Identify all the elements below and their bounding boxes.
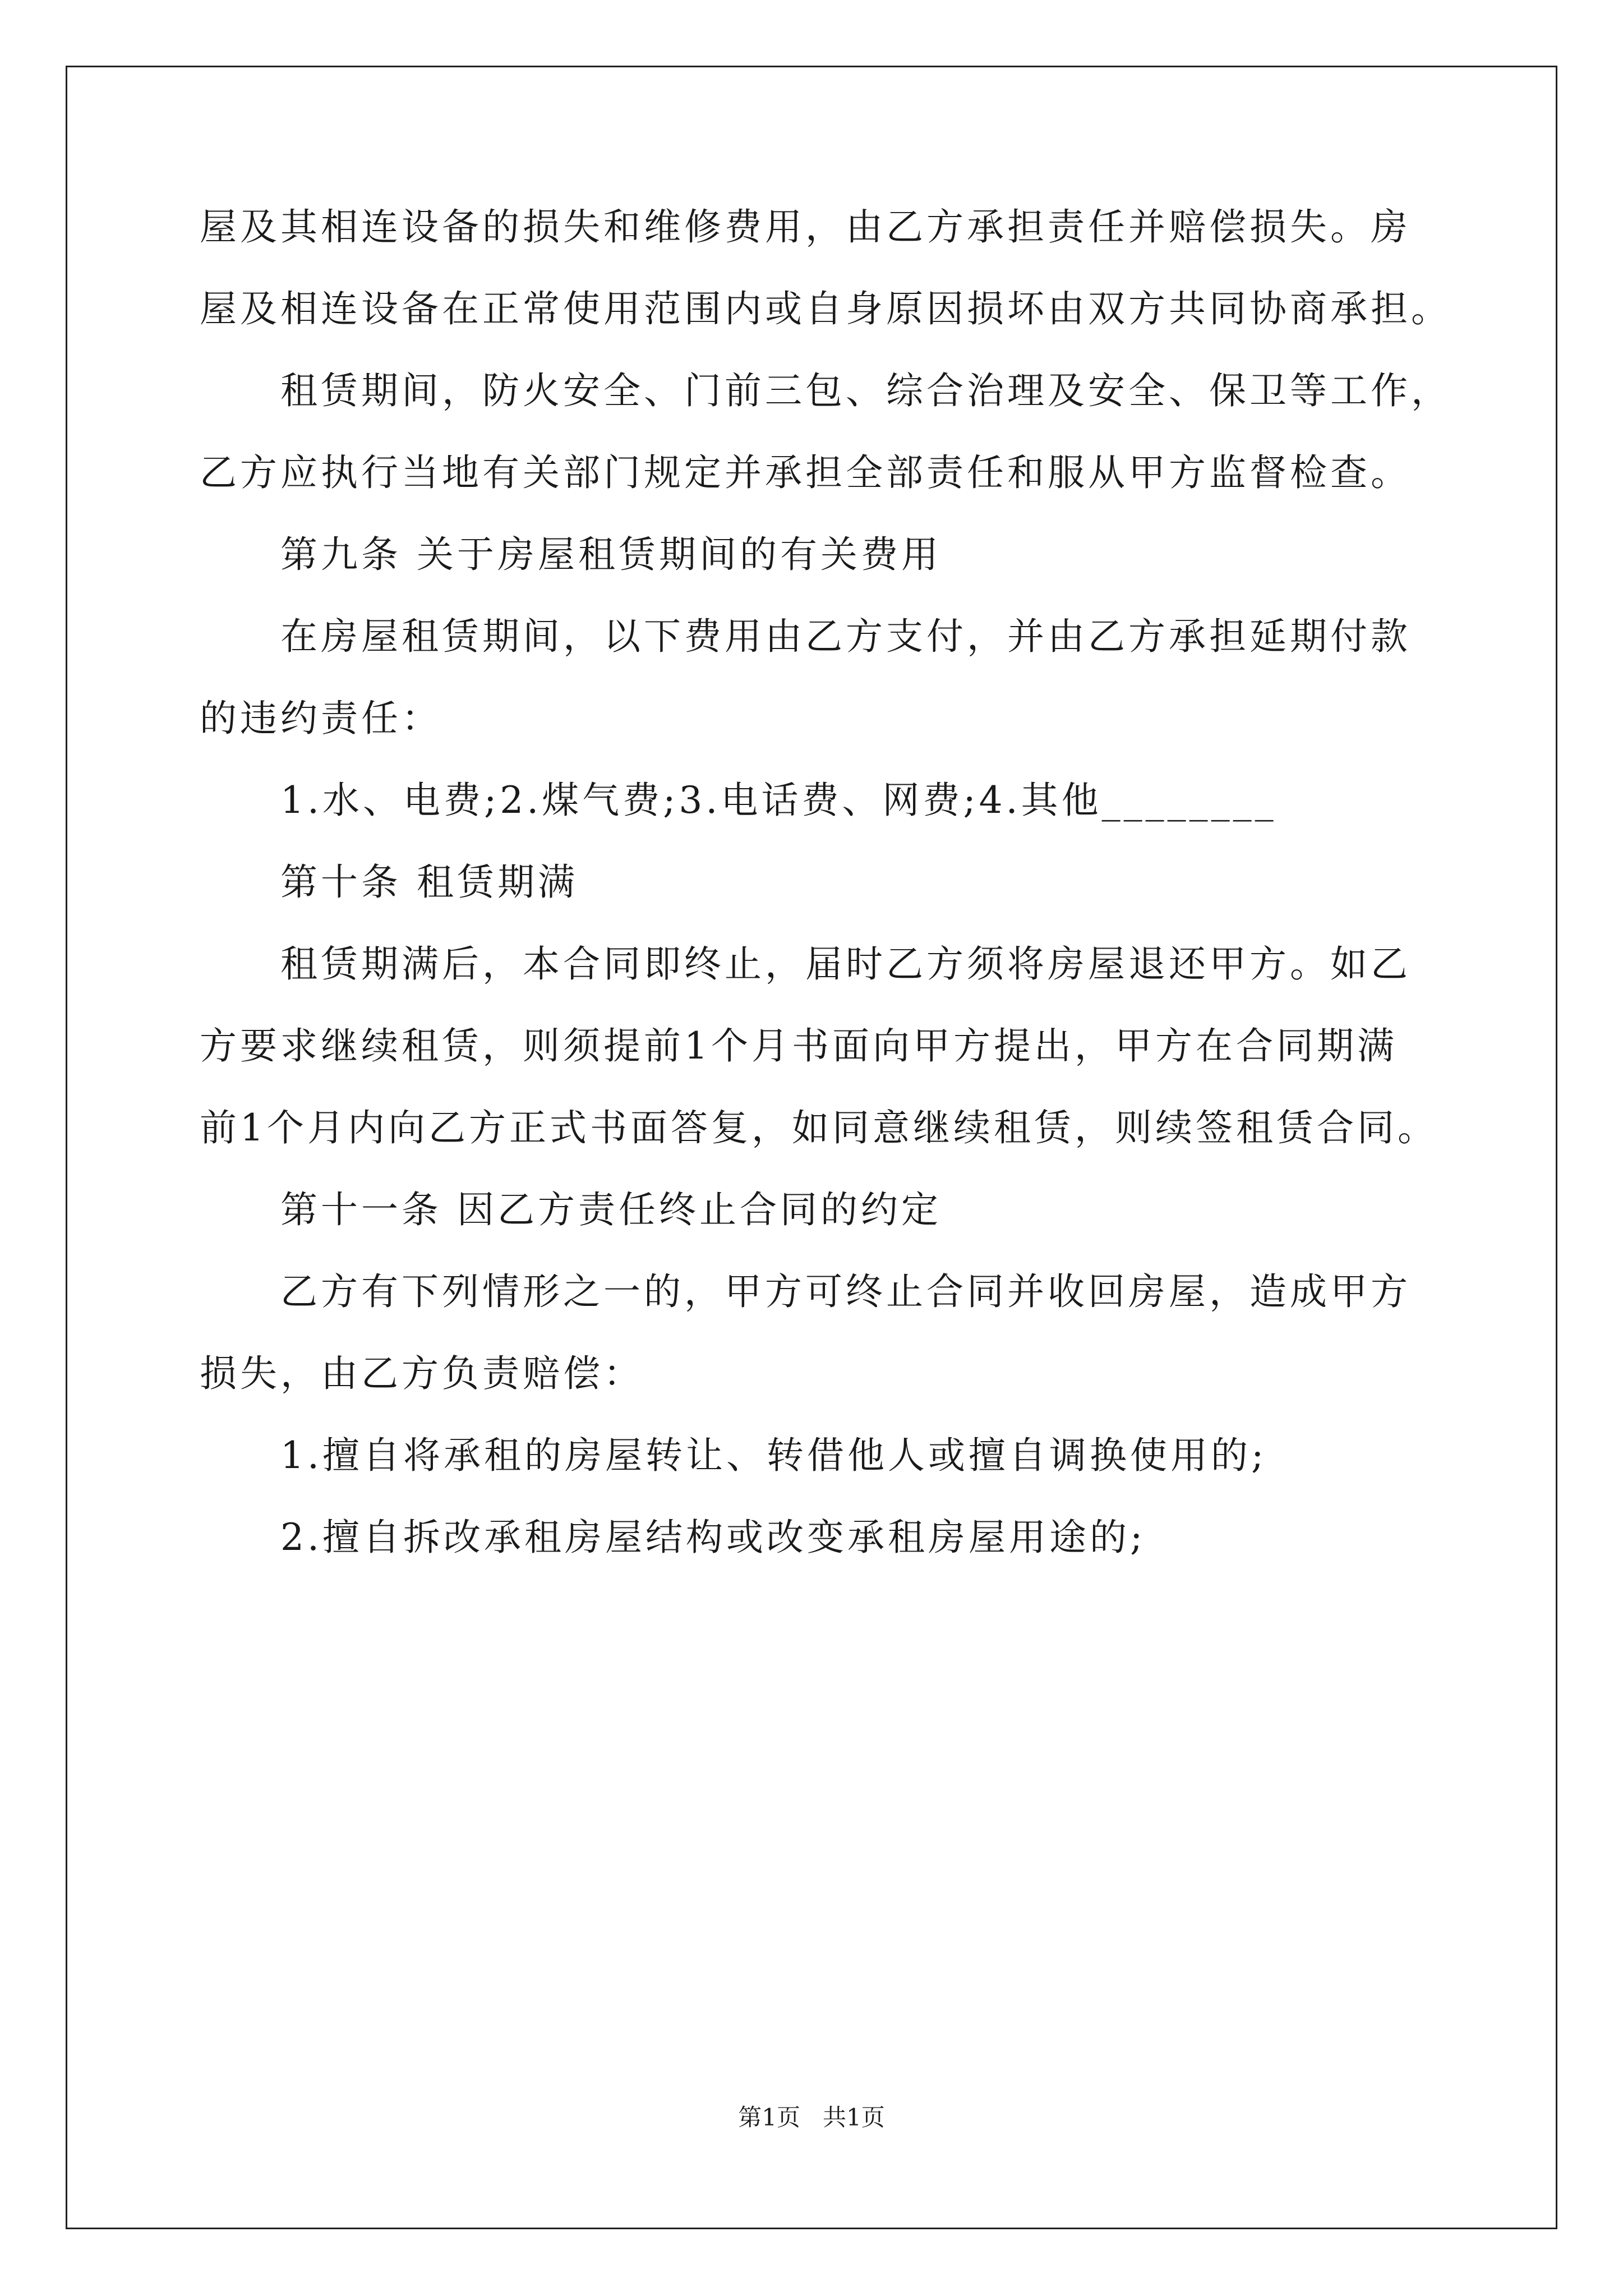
text-line: 租赁期满后，本合同即终止，届时乙方须将房屋退还甲方。如乙: [280, 942, 1411, 986]
text-line: 在房屋租赁期间，以下费用由乙方支付，并由乙方承担延期付款: [280, 615, 1411, 658]
text-line: 损失，由乙方负责赔偿：: [200, 1352, 644, 1395]
document-body: [200, 205, 1451, 1600]
text-line: 租赁期间，防火安全、门前三包、综合治理及安全、保卫等工作，: [280, 369, 1451, 412]
list-item: 2.擅自拆改承租房屋结构或改变承租房屋用途的;: [280, 1516, 1146, 1559]
section-heading: 第十一条 因乙方责任终止合同的约定: [280, 1188, 942, 1231]
text-line: 的违约责任：: [200, 697, 442, 740]
text-line: 乙方应执行当地有关部门规定并承担全部责任和服从甲方监督检查。: [200, 451, 1411, 494]
text-line: 屋及其相连设备的损失和维修费用，由乙方承担责任并赔偿损失。房: [200, 205, 1411, 249]
list-item: 1.水、电费;2.煤气费;3.电话费、网费;4.其他________: [280, 779, 1277, 822]
text-line: 屋及相连设备在正常使用范围内或自身原因损坏由双方共同协商承担。: [200, 287, 1451, 330]
text-line: 方要求继续租赁，则须提前1个月书面向甲方提出，甲方在合同期满: [200, 1024, 1398, 1068]
list-item: 1.擅自将承租的房屋转让、转借他人或擅自调换使用的;: [280, 1434, 1267, 1477]
text-line: 前1个月内向乙方正式书面答复，如同意继续租赁，则续签租赁合同。: [200, 1106, 1438, 1149]
section-heading: 第十条 租赁期满: [280, 861, 578, 904]
page-number-footer: 第1页 共1页: [738, 2104, 885, 2131]
text-line: 乙方有下列情形之一的，甲方可终止合同并收回房屋，造成甲方: [280, 1270, 1411, 1313]
section-heading: 第九条 关于房屋租赁期间的有关费用: [280, 533, 942, 576]
